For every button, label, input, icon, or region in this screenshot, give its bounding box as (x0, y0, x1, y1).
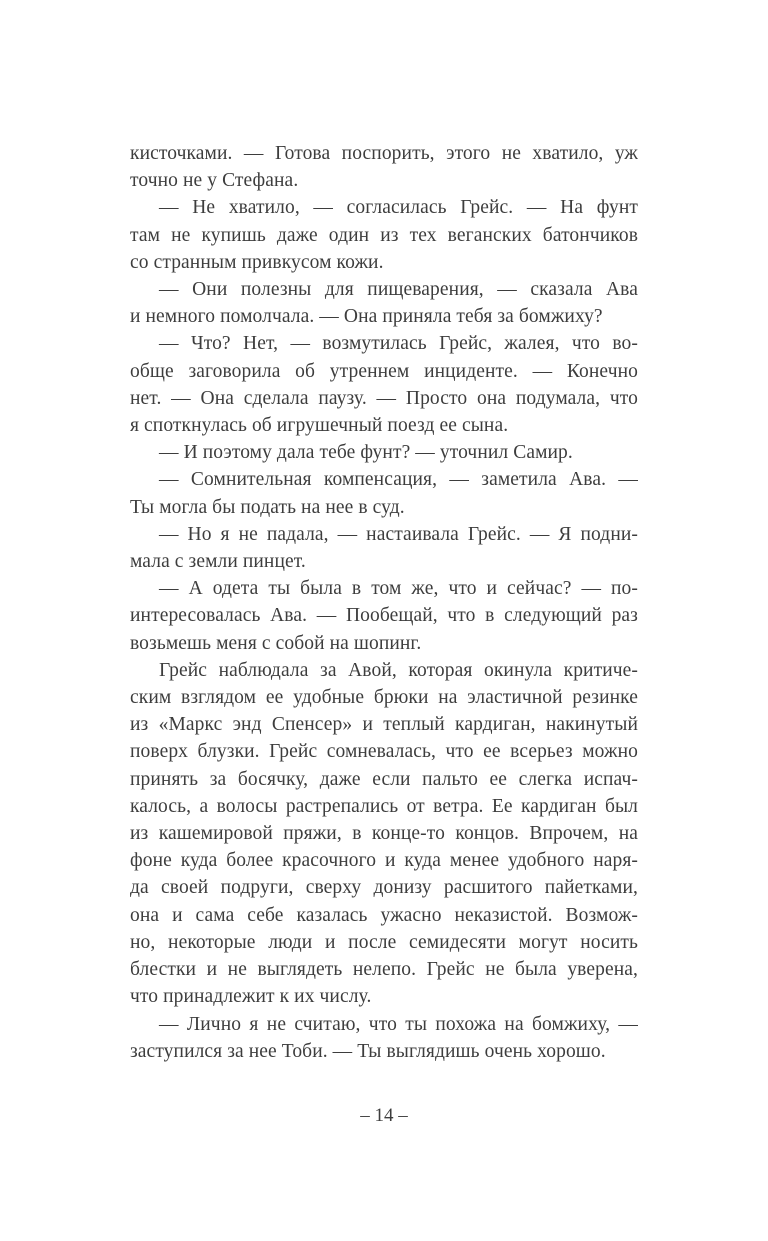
text-line: заступился за нее Тоби. — Ты выглядишь очень хорошо. (130, 1040, 606, 1062)
text-line: я споткнулась об игрушечный поезд ее сына. (130, 415, 509, 437)
text-line: поверх блузки. Грейс сомневалась, что ее всерьез можно (130, 741, 638, 763)
text-line: Грейс наблюдала за Авой, которая окинула критиче- (159, 659, 638, 681)
text-line: она и сама себе казалась ужасно неказистой. Возмож- (130, 904, 638, 926)
text-line: — Что? Нет, — возмутилась Грейс, жалея, что во- (159, 333, 638, 355)
page-number: – 14 – (360, 1105, 408, 1126)
text-line: Ты могла бы подать на нее в суд. (130, 496, 405, 518)
text-line: — А одета ты была в том же, что и сейчас? — по- (159, 578, 638, 600)
text-line: что принадлежит к их числу. (130, 986, 372, 1008)
text-line: там не купишь даже один из тех веганских батончиков (130, 224, 638, 246)
text-line: принять за босячку, даже если пальто ее слегка испач- (130, 768, 638, 790)
text-line: нет. — Она сделала паузу. — Просто она подумала, что (130, 387, 638, 409)
text-line: со странным привкусом кожи. (130, 251, 384, 273)
text-line: — Лично я не считаю, что ты похожа на бомжиху, — (159, 1013, 638, 1035)
text-line: — Но я не падала, — настаивала Грейс. — Я подни- (159, 523, 638, 545)
text-line: — Не хватило, — согласилась Грейс. — На фунт (159, 197, 638, 219)
text-line: калось, а волосы растрепались от ветра. Ее кардиган был (130, 795, 638, 817)
text-line: — Они полезны для пищеварения, — сказала Ава (159, 279, 638, 301)
text-line: ским взглядом ее удобные брюки на эластичной резинке (130, 687, 638, 709)
text-line: кисточками. — Готова поспорить, этого не хватило, уж (130, 143, 638, 164)
text-line: возьмешь меня с собой на шопинг. (130, 632, 422, 654)
text-line: из кашемировой пряжи, в конце-то концов. Впрочем, на (130, 823, 638, 845)
text-line: фоне куда более красочного и куда менее удобного наря- (130, 850, 638, 872)
text-line: точно не у Стефана. (130, 170, 299, 192)
text-line: да своей подруги, сверху донизу расшитого пайетками, (130, 877, 638, 899)
text-line: но, некоторые люди и после семидесяти могут носить (130, 931, 638, 953)
text-line: из «Маркс энд Спенсер» и теплый кардиган, накинутый (130, 714, 638, 736)
text-line: мала с земли пинцет. (130, 551, 306, 573)
text-line: и немного помолчала. — Она приняла тебя за бомжиху? (130, 306, 603, 328)
text-line: обще заговорила об утреннем инциденте. — Конечно (130, 360, 638, 382)
text-line: — И поэтому дала тебе фунт? — уточнил Самир. (159, 442, 573, 464)
text-line: интересовалась Ава. — Пообещай, что в следующий раз (130, 605, 638, 627)
text-block (130, 140, 638, 1065)
text-line: — Сомнительная компенсация, — заметила Ава. — (159, 469, 638, 491)
text-line: блестки и не выглядеть нелепо. Грейс не была уверена, (130, 959, 638, 981)
